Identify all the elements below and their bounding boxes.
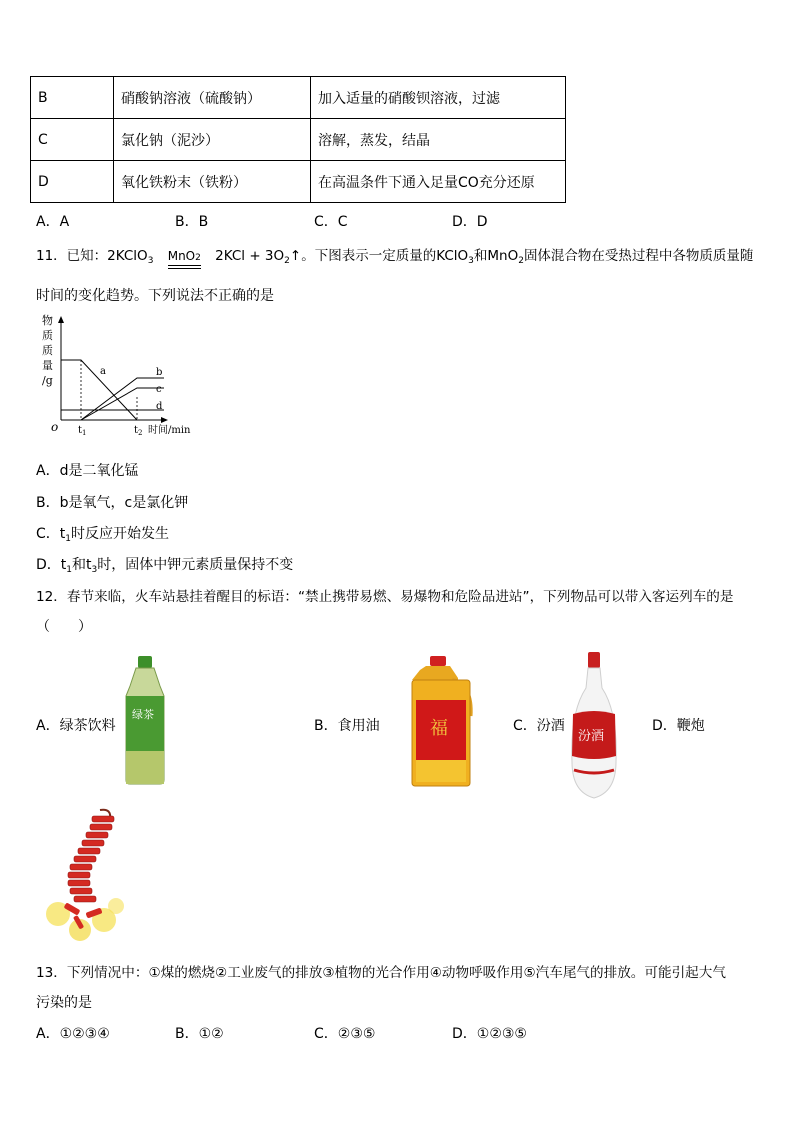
q12-option-d[interactable]: D．鞭炮 bbox=[652, 718, 705, 734]
q12-option-a[interactable]: A．绿茶饮料 bbox=[36, 718, 116, 734]
q11-stem-line2: 时间的变化趋势。下列说法不正确的是 bbox=[36, 288, 274, 304]
table-cell: 溶解，蒸发，结晶 bbox=[311, 119, 566, 161]
svg-text:量: 量 bbox=[42, 359, 53, 372]
x-axis-arrow bbox=[161, 417, 168, 423]
q12-stem-line1: 12．春节来临，火车站悬挂着醒目的标语：“禁止携带易燃、易爆物和危险品进站”，下列物品可以带入客运列车的是 bbox=[36, 589, 734, 605]
table-cell: 氯化钠（泥沙） bbox=[114, 119, 311, 161]
table-row bbox=[31, 77, 566, 119]
curve-c-label: c bbox=[156, 384, 162, 395]
q13-stem-line2: 污染的是 bbox=[36, 995, 92, 1011]
y-axis-label bbox=[42, 313, 53, 387]
svg-text:物: 物 bbox=[42, 314, 53, 327]
y-axis-arrow bbox=[58, 316, 64, 323]
table-cell: 氧化铁粉末（铁粉） bbox=[114, 161, 311, 203]
q10-option-d[interactable]: D．D bbox=[452, 214, 488, 230]
table-cell: C bbox=[31, 119, 114, 161]
q13-option-a[interactable]: A．①②③④ bbox=[36, 1026, 110, 1042]
q11-option-b[interactable]: B．b是氧气，c是氯化钾 bbox=[36, 495, 189, 511]
q13-option-d[interactable]: D．①②③⑤ bbox=[452, 1026, 527, 1042]
table-cell: B bbox=[31, 77, 114, 119]
fen-wine-bottle-image bbox=[566, 652, 622, 800]
q10-option-a[interactable]: A．A bbox=[36, 214, 70, 230]
q12-option-c[interactable]: C．汾酒 bbox=[513, 718, 565, 734]
x-axis-label: 时间/min bbox=[148, 425, 191, 436]
q12-stem-line2: （ ） bbox=[36, 619, 92, 635]
q10-option-b[interactable]: B．B bbox=[175, 214, 209, 230]
q12-option-b[interactable]: B．食用油 bbox=[314, 718, 380, 734]
q11-option-d[interactable]: D．$t_1$和$t_3$时，固体中钾元素质量保持不变 bbox=[36, 557, 294, 575]
svg-text:福: 福 bbox=[430, 718, 448, 739]
catalyst-label: MnO2 bbox=[168, 250, 201, 269]
t1-label: $t_1$ bbox=[78, 425, 87, 437]
q13-option-c[interactable]: C．②③⑤ bbox=[314, 1026, 376, 1042]
svg-text:汾酒: 汾酒 bbox=[578, 729, 605, 744]
table-cell: 加入适量的硝酸钡溶液，过滤 bbox=[311, 77, 566, 119]
cooking-oil-bottle-image bbox=[406, 656, 476, 788]
curve-a bbox=[61, 360, 137, 420]
table-cell: 硝酸钠溶液（硫酸钠） bbox=[114, 77, 311, 119]
q11-option-c[interactable]: C．$t_1$时反应开始发生 bbox=[36, 526, 169, 544]
options-table bbox=[30, 76, 566, 203]
origin-label: o bbox=[51, 420, 59, 434]
green-tea-bottle-image bbox=[120, 656, 170, 786]
q11-stem-line1: 11．已知：2KClO$_3$ MnO2 $2KCl + 3O_2↑$。下图表示一定质量的KClO$_3$和MnO$_2$固体混合物在受热过程中各物质质量随 bbox=[36, 244, 753, 269]
curve-a-label: a bbox=[100, 366, 106, 377]
q13-option-b[interactable]: B．①② bbox=[175, 1026, 224, 1042]
svg-text:质: 质 bbox=[42, 344, 53, 357]
q10-option-c[interactable]: C．C bbox=[314, 214, 348, 230]
table-cell: 在高温条件下通入足量CO充分还原 bbox=[311, 161, 566, 203]
t2-label: $t_2$ bbox=[134, 425, 143, 437]
curve-d-label: d bbox=[156, 401, 163, 412]
curve-b bbox=[81, 378, 164, 420]
curve-b-label: b bbox=[156, 367, 163, 378]
table-row bbox=[31, 161, 566, 203]
q11-option-a[interactable]: A．d是二氧化锰 bbox=[36, 463, 139, 479]
svg-text:绿茶: 绿茶 bbox=[132, 708, 154, 721]
svg-text:质: 质 bbox=[42, 329, 53, 342]
table-cell: D bbox=[31, 161, 114, 203]
q13-stem-line1: 13．下列情况中：①煤的燃烧②工业废气的排放③植物的光合作用④动物呼吸作用⑤汽车尾气的排放。可能引起大气 bbox=[36, 965, 726, 981]
mass-time-graph bbox=[36, 312, 206, 442]
table-row bbox=[31, 119, 566, 161]
firecracker-image bbox=[42, 806, 128, 948]
svg-text:/g: /g bbox=[42, 374, 53, 387]
